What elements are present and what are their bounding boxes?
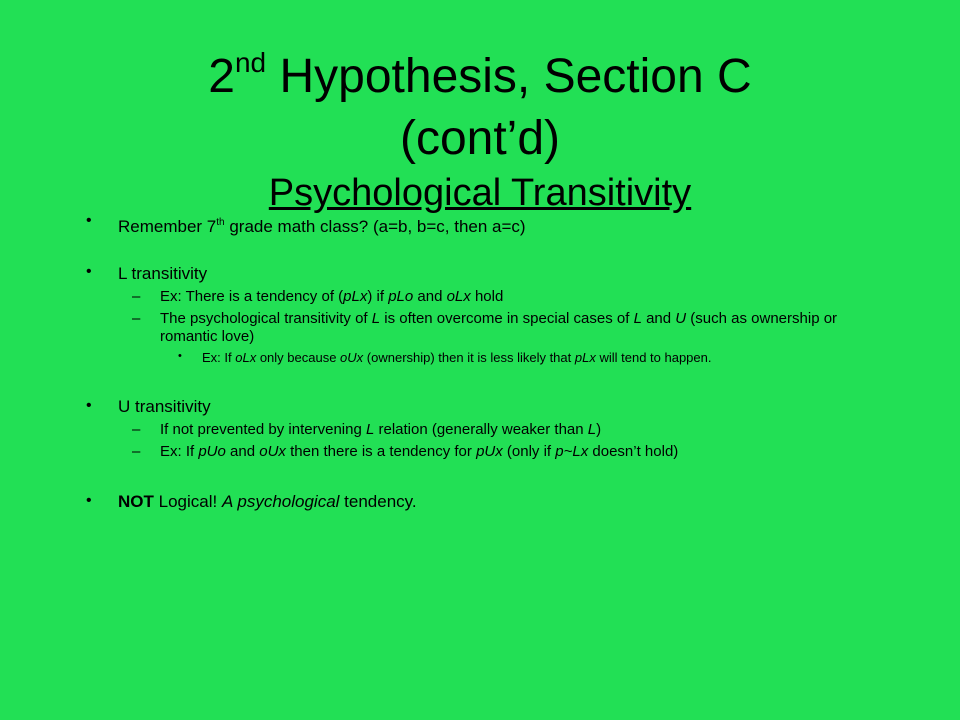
bullet-dash: – [132,310,141,327]
sub-bullet-u-prevented: If not prevented by intervening L relation (generally weaker than L) [160,421,602,438]
slide-title [0,32,960,170]
title-line-1: 2nd Hypothesis, Section C [208,47,752,103]
bullet-not-logical: NOT Logical! A psychological tendency. [118,492,417,511]
slide-subtitle: Psychological Transitivity [268,172,692,214]
sub-sub-bullet-ownership: Ex: If oLx only because oUx (ownership) then it is less likely that pLx will tend to happen. [202,350,712,365]
bullet-dash: – [132,443,141,460]
bullet-dash: – [132,421,141,438]
bullet-l-transitivity: L transitivity [118,264,208,283]
sub-bullet-l-overcome: The psychological transitivity of L is often overcome in special cases of L and U (such as ownership or romantic love) [160,310,838,345]
bullet-dot: • [86,397,92,414]
bullet-dot-small: • [178,350,182,362]
sub-bullet-l-example: Ex: There is a tendency of (pLx) if pLo and oLx hold [160,288,504,305]
title-line-2: (cont’d) [399,112,561,165]
bullet-dot: • [86,263,92,280]
bullet-dot: • [86,212,92,229]
bullet-dot: • [86,492,92,509]
sub-bullet-u-example: Ex: If pUo and oUx then there is a tendency for pUx (only if p~Lx doesn’t hold) [160,443,679,460]
bullet-u-transitivity: U transitivity [118,397,211,416]
bullet-remember: Remember 7th grade math class? (a=b, b=c, then a=c) [118,217,526,236]
bullet-dash: – [132,288,141,305]
